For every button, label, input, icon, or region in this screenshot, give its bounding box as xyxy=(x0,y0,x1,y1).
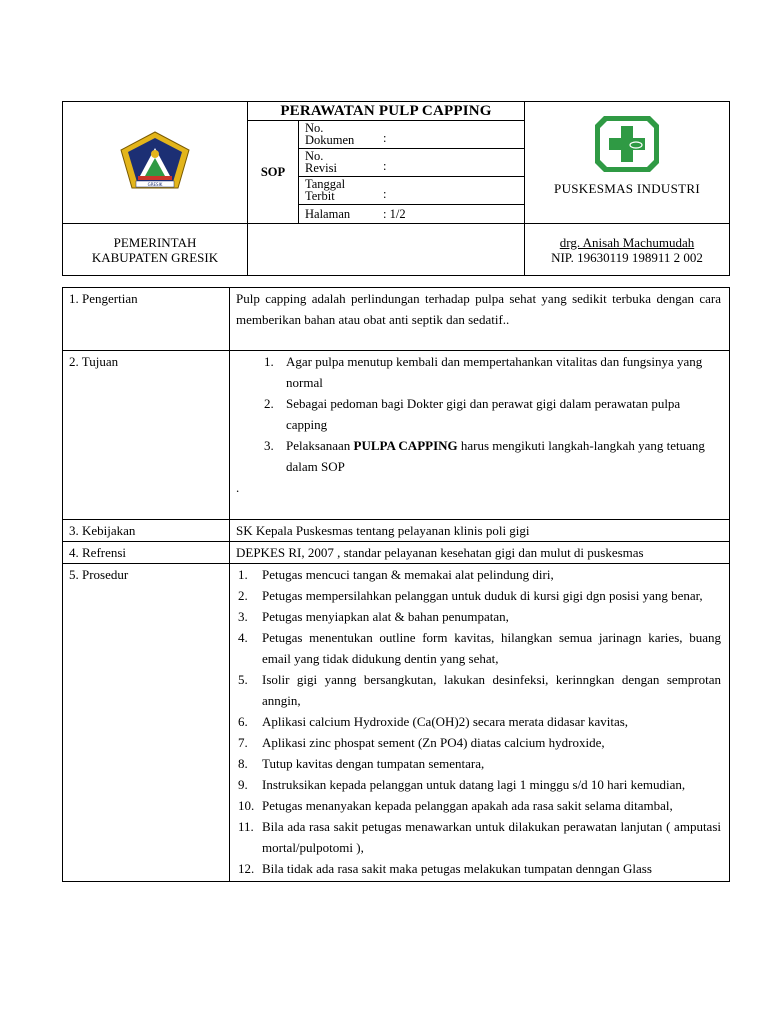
puskesmas-cell xyxy=(525,102,730,224)
label-prosedur: 5. Prosedur xyxy=(63,564,230,882)
gresik-emblem-icon xyxy=(118,130,192,192)
content-prosedur xyxy=(230,564,730,882)
prosedur-item: 3. Petugas menyiapkan alat & bahan penumpatan, xyxy=(238,609,509,624)
label-pengertian: 1. Pengertian xyxy=(63,288,230,351)
field-no-dokumen: No. Dokumen xyxy=(299,121,380,149)
sop-title-cell xyxy=(248,102,525,224)
prosedur-item: 12. Bila tidak ada rasa sakit maka petugas melakukan tumpatan denngan Glass xyxy=(238,861,652,876)
value-tanggal-terbit: : xyxy=(379,177,524,205)
pemerintah-line2: KABUPATEN GRESIK xyxy=(91,249,219,265)
pemerintah-line1: PEMERINTAH xyxy=(113,234,197,250)
empty-mid-cell xyxy=(248,224,525,276)
content-kebijakan: SK Kepala Puskesmas tentang pelayanan klinis poli gigi xyxy=(230,520,730,542)
gresik-logo-cell xyxy=(63,102,248,224)
row-prosedur xyxy=(63,564,730,882)
gresik-logo-label: GRESIK xyxy=(147,181,163,187)
value-no-dokumen: : xyxy=(379,121,524,149)
field-no-revisi: No. Revisi xyxy=(299,149,380,177)
tujuan-list xyxy=(236,351,721,477)
row-kebijakan xyxy=(63,520,730,542)
label-kebijakan: 3. Kebijakan xyxy=(63,520,230,542)
tujuan-item: 3. Pelaksanaan PULPA CAPPING harus mengikuti langkah-langkah yang tetuang dalam SOP xyxy=(264,438,705,474)
prosedur-item: 1. Petugas mencuci tangan & memakai alat pelindung diri, xyxy=(238,567,554,582)
signer-cell xyxy=(525,224,730,276)
content-pengertian: Pulp capping adalah perlindungan terhadap pulpa sehat yang sedikit terbuka dengan cara memberikan bahan atau obat anti septik dan sedatif.. xyxy=(230,288,730,351)
sop-header-table xyxy=(62,101,730,276)
field-halaman: Halaman xyxy=(299,205,380,224)
prosedur-item: 8. Tutup kavitas dengan tumpatan sementara, xyxy=(238,756,485,771)
prosedur-item: 6. Aplikasi calcium Hydroxide (Ca(OH)2) secara merata didasar kavitas, xyxy=(238,714,629,729)
signer-name: drg. Anisah Machumudah xyxy=(559,234,695,250)
sop-content-table xyxy=(62,287,730,882)
value-no-revisi: : xyxy=(379,149,524,177)
prosedur-item: 2. Petugas mempersilahkan pelanggan untuk duduk di kursi gigi dgn posisi yang benar, xyxy=(238,588,703,603)
tujuan-item: 1. Agar pulpa menutup kembali dan mempertahankan vitalitas dan fungsinya yang normal xyxy=(264,354,703,390)
row-refrensi xyxy=(63,542,730,564)
row-pengertian xyxy=(63,288,730,351)
prosedur-list xyxy=(236,564,721,879)
content-refrensi: DEPKES RI, 2007 , standar pelayanan kesehatan gigi dan mulut di puskesmas xyxy=(230,542,730,564)
prosedur-item: 10. Petugas menanyakan kepada pelanggan apakah ada rasa sakit selama ditambal, xyxy=(238,798,673,813)
field-tanggal-terbit: Tanggal Terbit xyxy=(299,177,380,205)
prosedur-item: 4. Petugas menentukan outline form kavitas, hilangkan semua jarinagn karies, buang email yang tidak didukung dentin yang sehat, xyxy=(238,630,721,666)
tujuan-item: 2. Sebagai pedoman bagi Dokter gigi dan perawat gigi dalam perawatan pulpa capping xyxy=(264,396,681,432)
sop-label: SOP xyxy=(248,121,299,224)
document-meta-table xyxy=(248,120,524,223)
prosedur-item: 11. Bila ada rasa sakit petugas menawarkan untuk dilakukan perawatan lanjutan ( amputasi mortal/pulpotomi ), xyxy=(238,819,721,855)
content-tujuan xyxy=(230,351,730,520)
label-refrensi: 4. Refrensi xyxy=(63,542,230,564)
prosedur-item: 9. Instruksikan kepada pelanggan untuk datang lagi 1 minggu s/d 10 hari kemudian, xyxy=(238,777,686,792)
row-tujuan xyxy=(63,351,730,520)
document-title: PERAWATAN PULP CAPPING xyxy=(280,103,492,119)
pemerintah-cell xyxy=(63,224,248,276)
label-tujuan: 2. Tujuan xyxy=(63,351,230,520)
prosedur-item: 7. Aplikasi zinc phospat sement (Zn PO4) diatas calcium hydroxide, xyxy=(238,735,605,750)
puskesmas-name: PUSKESMAS INDUSTRI xyxy=(554,180,700,196)
signer-nip: NIP. 19630119 198911 2 002 xyxy=(551,249,703,265)
value-halaman: : 1/2 xyxy=(379,205,524,224)
prosedur-item: 5. Isolir gigi yanng bersangkutan, lakukan desinfeksi, kerinngkan dengan semprotan anngin, xyxy=(238,672,721,708)
tujuan-trailing-dot: . xyxy=(236,480,240,495)
puskesmas-cross-icon xyxy=(594,115,660,173)
